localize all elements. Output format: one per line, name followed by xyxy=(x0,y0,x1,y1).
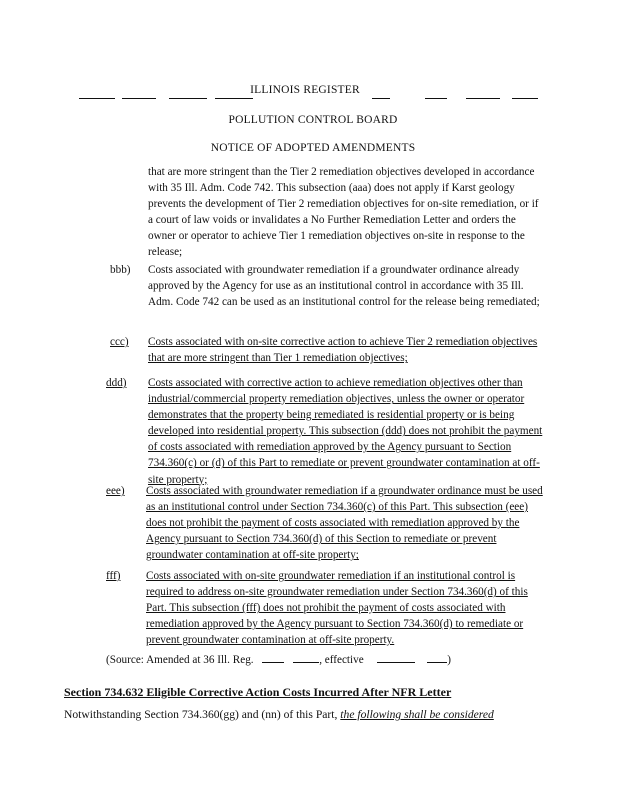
item-text: Costs associated with groundwater remediation if a groundwater ordinance must be used as an institutional control under Section 734.360(c) of this Part. This subsection (eee) does not prohibit the payment of costs associated with remediation approved by the Agency pursuant to Section 734.360(d) of this Section to remediate or prevent groundwater contamination at off-site property; xyxy=(146,485,543,562)
header-blank-line xyxy=(215,98,253,99)
agency-title: POLLUTION CONTROL BOARD xyxy=(228,114,398,126)
section-text-italic: the following shall be considered xyxy=(340,708,494,721)
section-heading: Section 734.632 Eligible Corrective Action Costs Incurred After NFR Letter xyxy=(64,685,452,699)
header-blank-line xyxy=(79,98,115,99)
notice-title: NOTICE OF ADOPTED AMENDMENTS xyxy=(210,142,416,154)
item-text: Costs associated with groundwater remediation if a groundwater ordinance already approved by the Agency for use as an institutional control in accordance with 35 Ill. Adm. Code 742 can be used as an institutional control for the release being remediated; xyxy=(148,264,540,309)
item-label: bbb) xyxy=(110,264,131,276)
section-text xyxy=(64,708,494,721)
register-title: ILLINOIS REGISTER xyxy=(250,84,360,96)
header-blank-line xyxy=(372,98,390,99)
item-label: ddd) xyxy=(106,377,127,389)
intro-paragraph: that are more stringent than the Tier 2 remediation objectives developed in accordance with 35 Ill. Adm. Code 742. This subsection (aaa) does not apply if Karst geology prevents the development of Tier 2 remediation objectives for on-site remediation, or if a court of law voids or invalidates a No Further Remediation Letter and orders the owner or operator to achieve Tier 1 remediation objectives on-site in response to the release; xyxy=(148,166,539,259)
item-label: eee) xyxy=(106,485,125,497)
header-blank-line xyxy=(425,98,447,99)
section-text-start: Notwithstanding Section 734.360(gg) and (nn) of this Part, xyxy=(64,708,338,721)
header-blank-line xyxy=(169,98,207,99)
source-blank xyxy=(427,662,447,663)
source-blank xyxy=(377,662,415,663)
source-blank xyxy=(262,662,284,663)
source-close: ) xyxy=(447,654,452,666)
header-blank-line xyxy=(122,98,156,99)
header-blank-line xyxy=(466,98,500,99)
source-effective: , effective xyxy=(319,654,364,666)
item-text: Costs associated with on-site corrective action to achieve Tier 2 remediation objectives that are more stringent than Tier 1 remediation objectives; xyxy=(148,336,538,365)
source-prefix: (Source: Amended at 36 Ill. Reg. xyxy=(106,654,254,666)
source-blank xyxy=(293,662,319,663)
header-blank-line xyxy=(512,98,538,99)
item-label: fff) xyxy=(106,570,121,582)
item-text: Costs associated with on-site groundwater remediation if an institutional control is required to address on-site groundwater remediation under Section 734.360(d) of this Part. This subsection (fff) does not prohibit the payment of costs associated with remediation approved by the Agency pursuant to Section 734.360(d) to remediate or prevent groundwater contamination at off-site property. xyxy=(146,570,528,647)
item-label: ccc) xyxy=(110,336,129,348)
source-note xyxy=(106,654,451,666)
item-text: Costs associated with corrective action to achieve remediation objectives other than industrial/commercial property remediation objectives, unless the owner or operator demonstrates that the property being remediated is residential property or is being developed into residential property. This subsection (ddd) does not prohibit the payment of costs associated with remediation approved by the Agency pursuant to Section 734.360(c) or (d) of this Part to remediate or prevent groundwater contamination at off-site property; xyxy=(148,377,543,486)
